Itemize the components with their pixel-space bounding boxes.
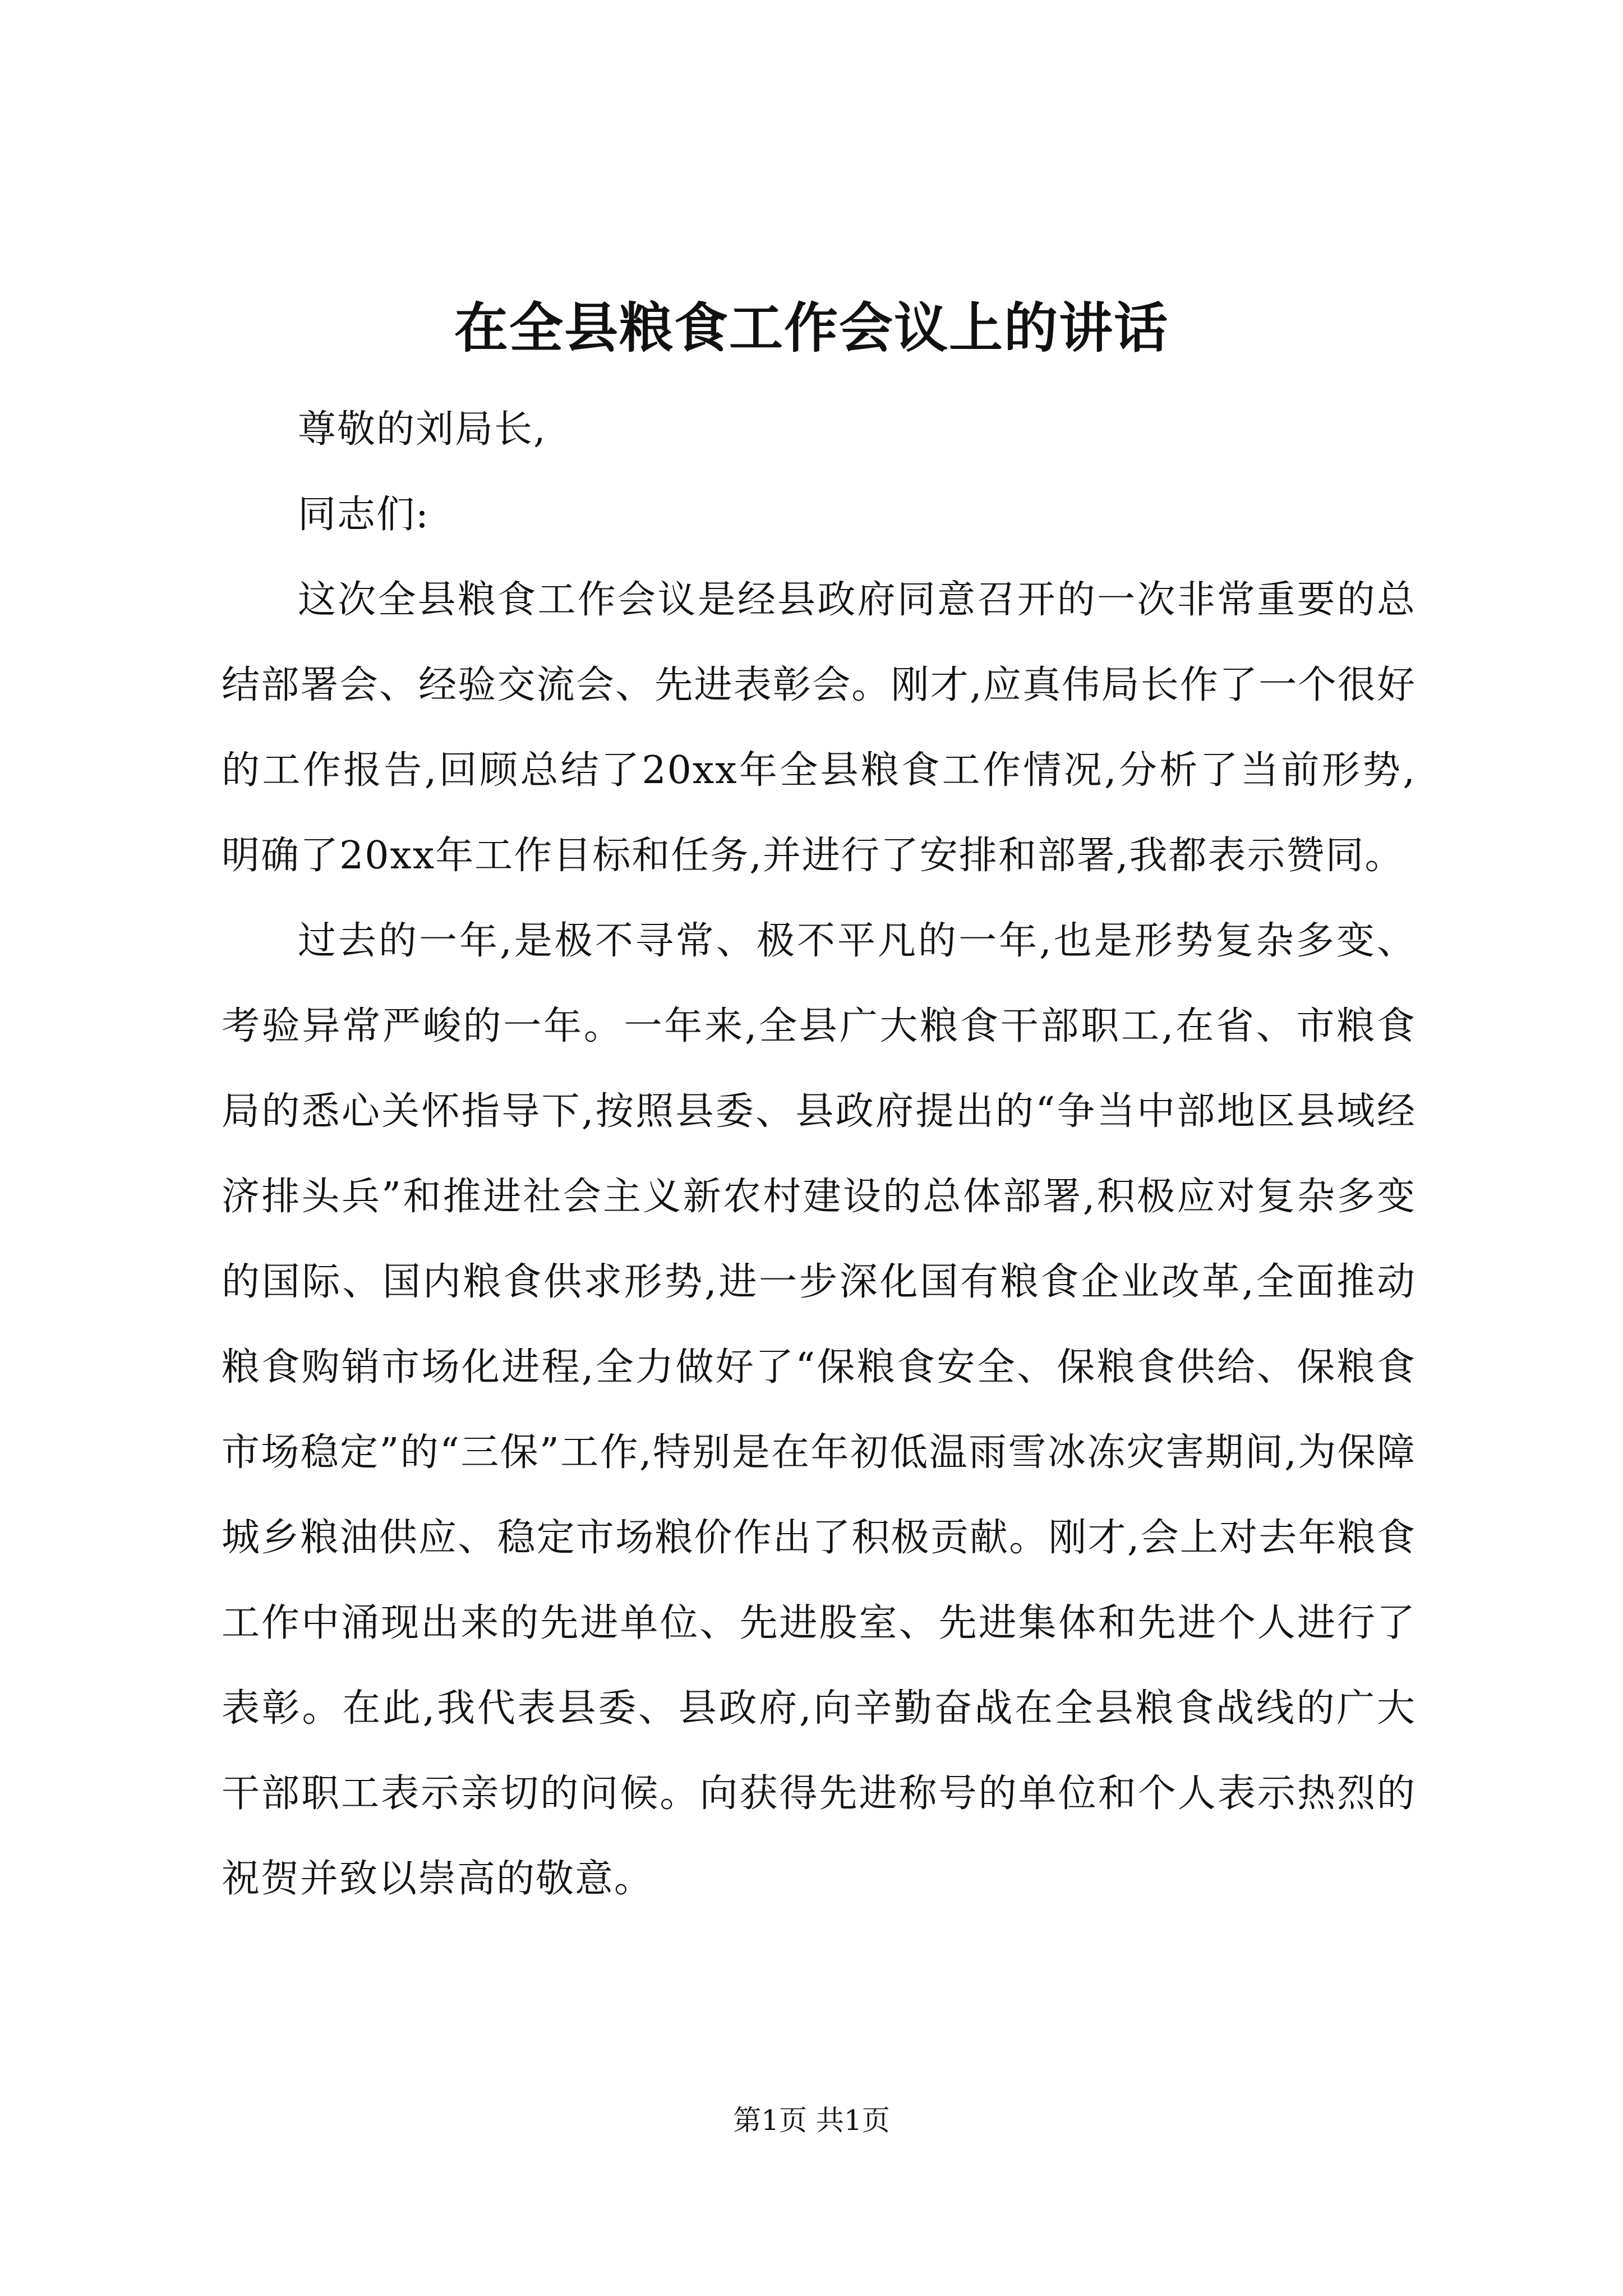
- document-title: 在全县粮食工作会议上的讲话: [454, 296, 1169, 360]
- document-body: [222, 387, 1416, 1922]
- body-paragraph: 过去的一年,是极不寻常、极不平凡的一年,也是形势复杂多变、考验异常严峻的一年。一年来,全县广大粮食干部职工,在省、市粮食局的悉心关怀指导下,按照县委、县政府提出的“争当中部地区县域经济排头兵”和推进社会主义新农村建设的总体部署,积极应对复杂多变的国际、国内粮食供求形势,进一步深化国有粮食企业改革,全面推动粮食购销市场化进程,全力做好了“保粮食安全、保粮食供给、保粮食市场稳定”的“三保”工作,特别是在年初低温雨雪冰冻灾害期间,为保障城乡粮油供应、稳定市场粮价作出了积极贡献。刚才,会上对去年粮食工作中涌现出来的先进单位、先进股室、先进集体和先进个人进行了表彰。在此,我代表县委、县政府,向辛勤奋战在全县粮食战线的广大干部职工表示亲切的问候。向获得先进称号的单位和个人表示热烈的祝贺并致以崇高的敬意。: [222, 919, 1416, 1901]
- salutation-line: 尊敬的刘局长,: [298, 407, 547, 452]
- salutation-line: 同志们:: [298, 493, 430, 537]
- page-number-footer: 第1页 共1页: [733, 2104, 890, 2137]
- body-paragraph: 这次全县粮食工作会议是经县政府同意召开的一次非常重要的总结部署会、经验交流会、先进表彰会。刚才,应真伟局长作了一个很好的工作报告,回顾总结了20xx年全县粮食工作情况,分析了当前形势,明确了20xx年工作目标和任务,并进行了安排和部署,我都表示赞同。: [222, 578, 1416, 878]
